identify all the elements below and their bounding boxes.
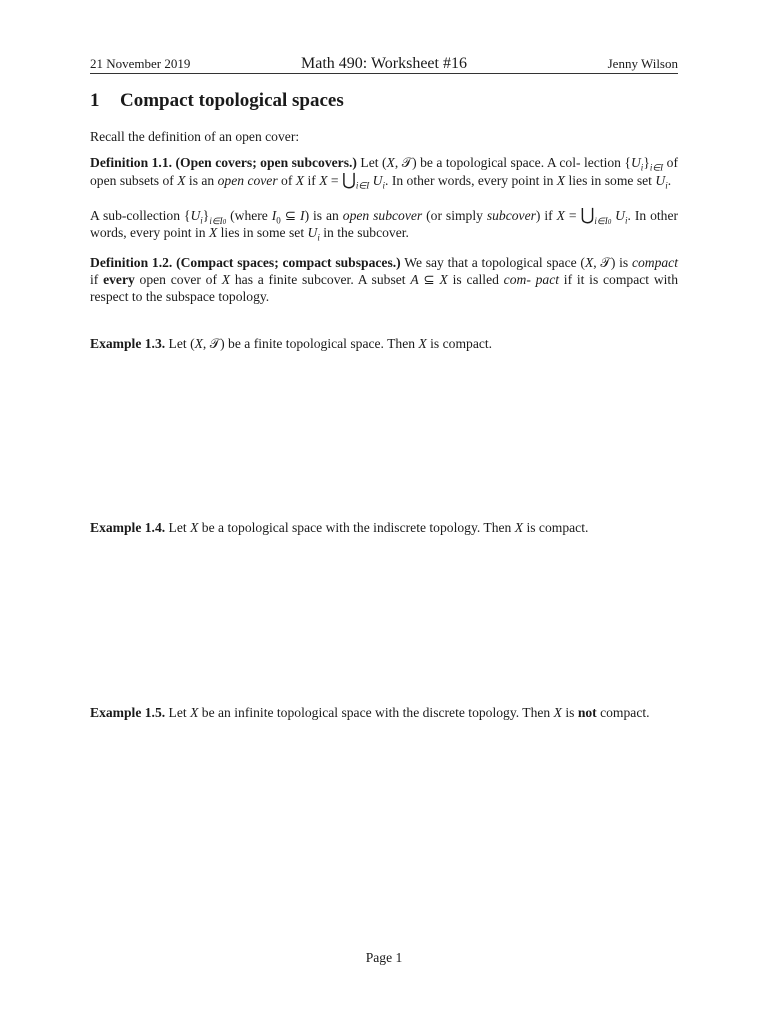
term-compact: compact: [631, 255, 678, 270]
definition-heading: (Open covers; open subcovers.): [175, 155, 357, 170]
definition-1-2: Definition 1.2. (Compact spaces; compact subspaces.) We say that a topological space (X, 𝒯) is compact if every open cover of X has a finite subcover. A subset A ⊆ X is called com- pact if it is compact with respect to the subspace topology.: [90, 255, 678, 304]
example-label: Example 1.4.: [90, 520, 166, 535]
section-heading: [90, 90, 678, 112]
term-compact-part1: com-: [503, 272, 531, 287]
example-1-3: Example 1.3. Let (X, 𝒯) be a finite topological space. Then X is compact.: [90, 336, 493, 351]
term-open-subcover: open subcover: [342, 208, 423, 223]
page-content: [90, 84, 678, 721]
page-number: Page 1: [365, 950, 403, 965]
example-1-4: Example 1.4. Let X be a topological space with the indiscrete topology. Then X is compact.: [90, 520, 589, 535]
term-subcover: subcover: [486, 208, 536, 223]
section-title: Compact topological spaces: [120, 90, 344, 111]
term-compact-part2: pact: [535, 272, 560, 287]
definition-1-1: Definition 1.1. (Open covers; open subcovers.) Let (X, 𝒯) be a topological space. A col- lection $\{U_i\}_{i\in I}$ of open subsets of X is an open cover of X if $X = ⋃_{i\in I}$ $U_i$. In other words, every point in X lies in some set $U_i$.: [90, 155, 678, 191]
header-date: 21 November 2019: [90, 56, 191, 71]
term-open-cover: open cover: [217, 173, 278, 188]
example-label: Example 1.3.: [90, 336, 166, 351]
intro-text: Recall the definition of an open cover:: [90, 129, 300, 144]
example-1-5: Example 1.5. Let X be an infinite topological space with the discrete topology. Then X is not compact.: [90, 705, 650, 720]
header-rule: [90, 73, 678, 74]
word-every: every: [103, 272, 135, 287]
definition-heading: (Compact spaces; compact subspaces.): [176, 255, 401, 270]
definition-label: Definition 1.1.: [90, 155, 173, 170]
header-title: Math 490: Worksheet #16: [301, 55, 467, 72]
word-not: not: [577, 705, 597, 720]
header-author: Jenny Wilson: [607, 56, 678, 71]
definition-label: Definition 1.2.: [90, 255, 173, 270]
subcover-definition: A sub-collection $\{U_i\}_{i\in I0}$ (where $I_0$ ⊆ I) is an open subcover (or simply subcover) if $X = ⋃_{i\in I0}$ $U_i$. In other words, every point in X lies in some set $U_i$ in the subcover.: [90, 205, 679, 243]
example-label: Example 1.5.: [90, 705, 166, 720]
section-number: 1: [90, 90, 100, 111]
page-header: [90, 52, 678, 74]
